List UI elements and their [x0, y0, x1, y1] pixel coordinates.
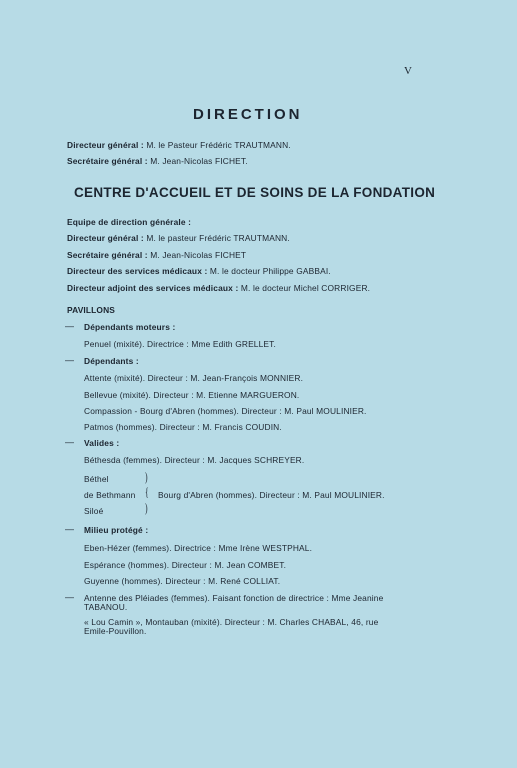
list-item: Bellevue (mixité). Directeur : M. Etienne MARGUERON.	[84, 390, 300, 400]
page-number: V	[404, 65, 412, 77]
brace-mark: )	[145, 469, 148, 484]
antenne-line: TABANOU.	[84, 602, 128, 612]
direction-row	[67, 156, 248, 166]
row-value: M. le pasteur Frédéric TRAUTMANN.	[146, 233, 290, 243]
section-heading-milieu-protege: Milieu protégé :	[84, 525, 149, 535]
section-heading-valides: Valides :	[84, 438, 120, 448]
row-label: Secrétaire général :	[67, 250, 148, 260]
row-value: M. Jean-Nicolas FICHET	[150, 250, 247, 260]
row-value: M. Jean-Nicolas FICHET.	[150, 156, 248, 166]
group-item: Siloé	[84, 506, 104, 516]
list-item: Compassion - Bourg d'Abren (hommes). Directeur : M. Paul MOULINIER.	[84, 406, 367, 416]
lou-camin-line: « Lou Camin », Montauban (mixité). Directeur : M. Charles CHABAL, 46, rue	[84, 617, 379, 627]
centre-row	[67, 250, 246, 260]
lou-camin-line: Emile-Pouvillon.	[84, 626, 147, 636]
row-label: Directeur général :	[67, 233, 144, 243]
centre-row	[67, 283, 370, 293]
row-value: M. le docteur Michel CORRIGER.	[240, 283, 371, 293]
team-heading: Equipe de direction générale :	[67, 217, 192, 227]
pavillons-heading: PAVILLONS	[67, 305, 116, 315]
dash-marker: —	[65, 355, 74, 365]
row-label: Secrétaire général :	[67, 156, 148, 166]
row-label: Directeur des services médicaux :	[67, 266, 208, 276]
list-item: Guyenne (hommes). Directeur : M. René COLLIAT.	[84, 576, 281, 586]
list-item: Eben-Hézer (femmes). Directrice : Mme Irène WESTPHAL.	[84, 543, 313, 553]
list-item: Patmos (hommes). Directeur : M. Francis COUDIN.	[84, 422, 282, 432]
dash-marker: —	[65, 524, 74, 534]
dash-marker: —	[65, 437, 74, 447]
row-label: Directeur général :	[67, 140, 144, 150]
dash-marker: —	[65, 321, 74, 331]
row-label: Directeur adjoint des services médicaux :	[67, 283, 239, 293]
list-item: Penuel (mixité). Directrice : Mme Edith GRELLET.	[84, 339, 276, 349]
list-item: Attente (mixité). Directeur : M. Jean-François MONNIER.	[84, 373, 304, 383]
brace-mark: )	[145, 500, 148, 515]
list-item: Espérance (hommes). Directeur : M. Jean COMBET.	[84, 560, 287, 570]
dash-marker: —	[65, 592, 74, 602]
antenne-line: Antenne des Pléiades (femmes). Faisant fonction de directrice : Mme Jeanine	[84, 593, 384, 603]
direction-row	[67, 140, 291, 150]
centre-row	[67, 266, 331, 276]
direction-title: DIRECTION	[193, 106, 303, 123]
row-value: M. le Pasteur Frédéric TRAUTMANN.	[146, 140, 291, 150]
centre-title: CENTRE D'ACCUEIL ET DE SOINS DE LA FONDATION	[74, 185, 436, 200]
section-heading-dependants: Dépendants :	[84, 356, 139, 366]
brace-mark: {	[145, 484, 149, 499]
group-item: de Bethmann	[84, 490, 136, 500]
group-item: Béthel	[84, 474, 109, 484]
row-value: M. le docteur Philippe GABBAI.	[209, 266, 331, 276]
group-text: Bourg d'Abren (hommes). Directeur : M. Paul MOULINIER.	[158, 490, 385, 500]
list-item: Béthesda (femmes). Directeur : M. Jacques SCHREYER.	[84, 455, 305, 465]
section-heading-dependants-moteurs: Dépendants moteurs :	[84, 322, 176, 332]
centre-row	[67, 233, 290, 243]
